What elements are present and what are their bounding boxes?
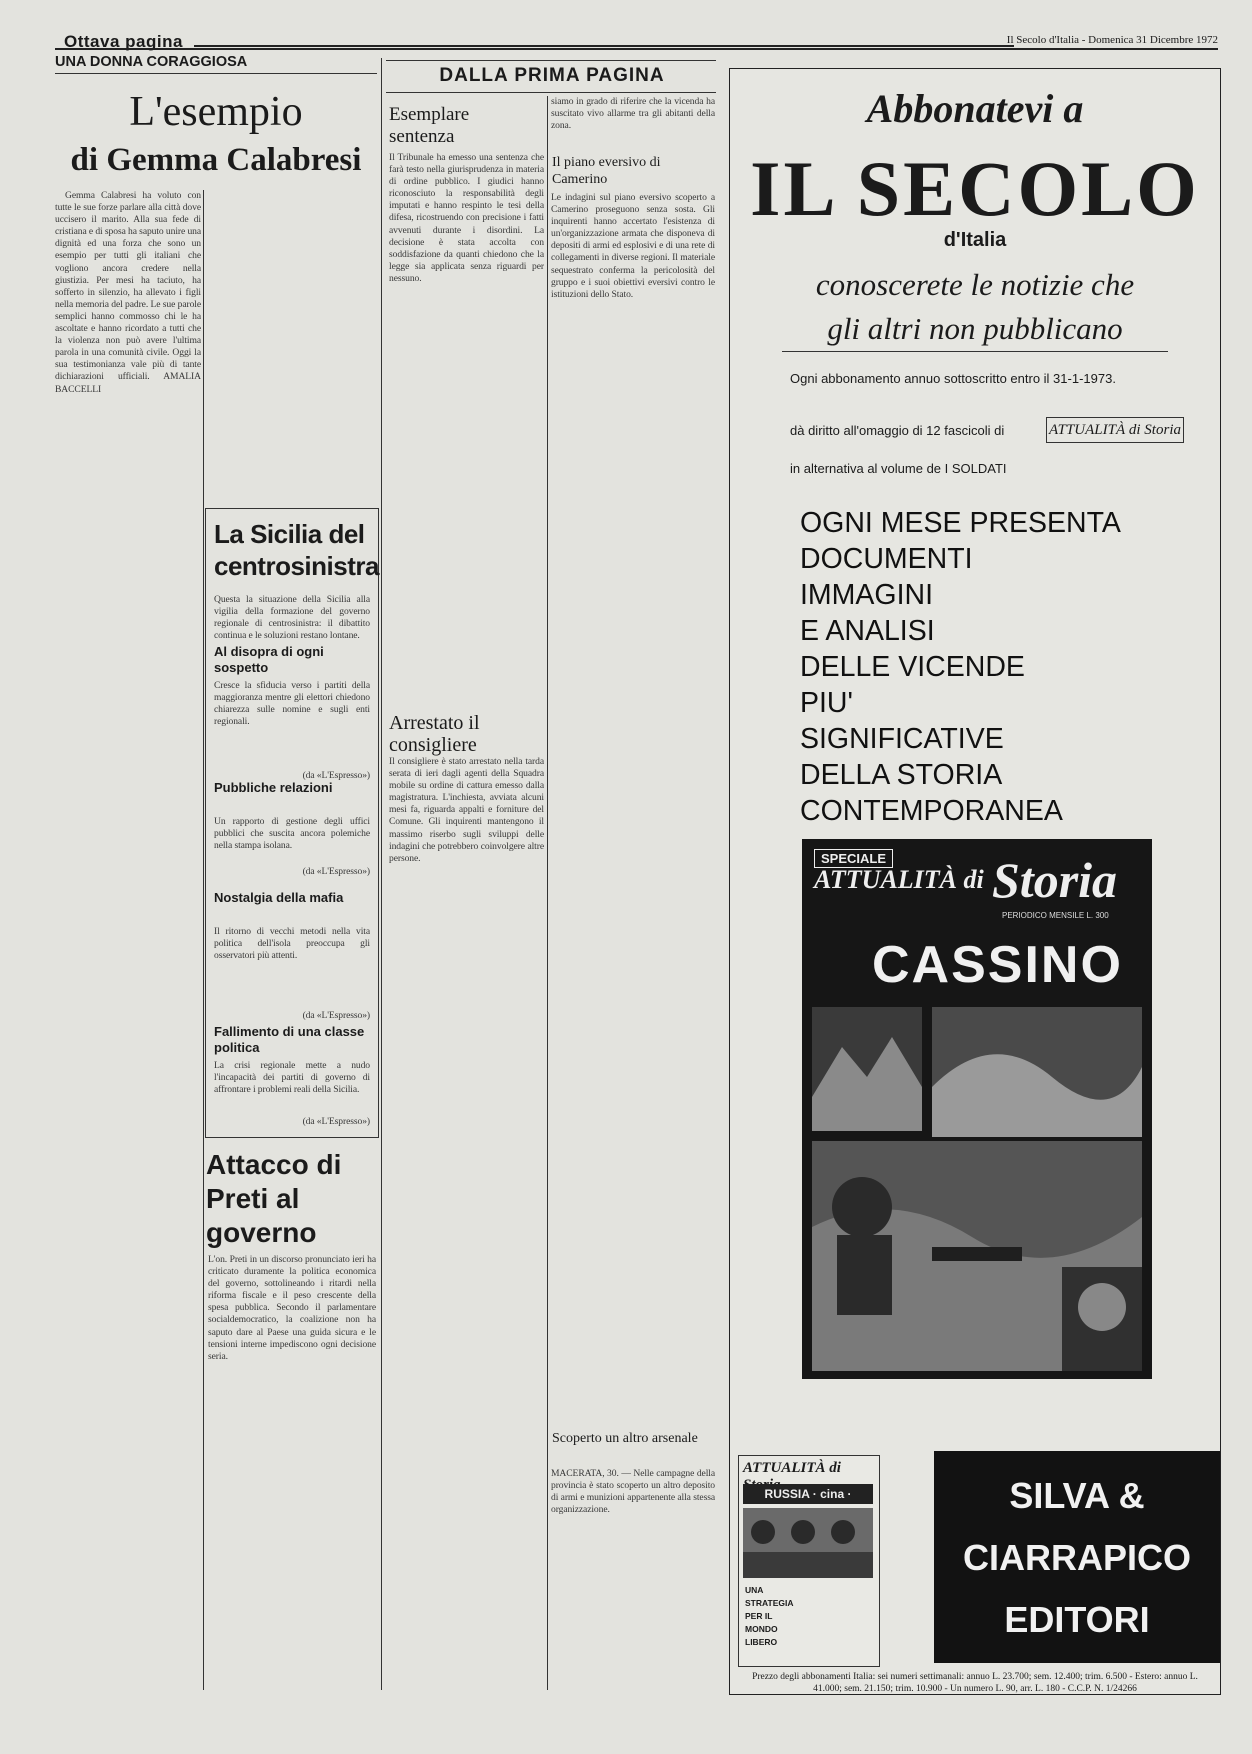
article-title-second-line: di Gemma Calabresi	[70, 142, 362, 178]
page-header	[38, 26, 1218, 51]
dalla-prima-pagina: DALLA PRIMA PAGINA	[439, 65, 665, 86]
sicilia-subhead-4-body: La crisi regionale mette a nudo l'incapacità dei partiti di governo di affrontare i problemi reali della Sicilia.	[214, 1060, 370, 1096]
ad-offer-line-1: Ogni abbonamento annuo sottoscritto entro il 31-1-1973.	[790, 371, 1116, 386]
cover-subject: CASSINO	[872, 936, 1123, 994]
section-rule	[386, 92, 716, 93]
cover-periodico: PERIODICO MENSILE L. 300	[1002, 911, 1109, 920]
preti-heading: Attacco di Preti al governo	[206, 1149, 342, 1248]
small-cover-photos	[743, 1508, 873, 1578]
article-kicker: UNA DONNA CORAGGIOSA	[55, 54, 248, 70]
monthly-line: DOCUMENTI	[800, 543, 973, 575]
magazine-cover	[802, 839, 1152, 1379]
sicilia-subhead-1: Al disopra di ogni sospetto	[214, 644, 324, 675]
paper-date: Il Secolo d'Italia - Domenica 31 Dicembre 1972	[1006, 34, 1218, 46]
sentenza-heading: Esemplare sentenza	[389, 104, 470, 147]
publisher-line-3: EDITORI	[1004, 1599, 1150, 1640]
ad-offer-line-3: in alternativa al volume de I SOLDATI	[790, 461, 1007, 476]
arrestato-heading: Arrestato il consigliere	[389, 712, 480, 756]
ad-headline: Abbonatevi a	[866, 86, 1084, 131]
ad-tagline-line-2: gli altri non pubblicano	[827, 311, 1123, 346]
cover-title-script: Storia	[992, 852, 1118, 908]
small-cover-title: ATTUALITÀ di	[743, 1460, 841, 1476]
ad-tagline-line-1: conoscerete le notizie che	[815, 267, 1135, 302]
monthly-line: OGNI MESE PRESENTA	[800, 507, 1121, 539]
calabresi-article-continuation	[208, 190, 376, 502]
ad-paper-subtitle: d'Italia	[943, 229, 1007, 251]
monthly-line: DELLE VICENDE	[800, 651, 1025, 683]
monthly-line: E ANALISI	[800, 615, 935, 647]
sicilia-source-4: (da «L'Espresso»)	[302, 1116, 370, 1127]
sicilia-source-2: (da «L'Espresso»)	[302, 866, 370, 877]
monthly-line: IMMAGINI	[800, 579, 933, 611]
camerino-heading: Il piano eversivo di Camerino	[552, 155, 661, 187]
calabresi-article-body	[55, 190, 201, 1686]
sicilia-subhead-3: Nostalgia della mafia	[214, 890, 344, 905]
sicilia-subhead-3-body: Il ritorno di vecchi metodi nella vita politica dell'isola preoccupa gli osservatori più attenti.	[214, 926, 370, 962]
attualita-logo: ATTUALITÀ di Storia	[1046, 417, 1184, 443]
section-label: Ottava pagina	[64, 32, 183, 51]
preti-article-body: L'on. Preti in un discorso pronunciato ieri ha criticato duramente la politica economica del governo, sottolineando i ritardi nella riforma fiscale e il peso crescente della spesa pubblica. Secondo il parlamentare socialdemocratico, la coalizione non ha saputo dare al Paese una guida sicura e le tensioni interne impediscono ogni decisione seria.	[208, 1254, 376, 1362]
sicilia-subhead-1-body: Cresce la sfiducia verso i partiti della maggioranza mentre gli elettori chiedono chiarezza sulle nomine e sugli enti regionali.	[214, 680, 370, 728]
sicilia-subhead-4: Fallimento di una classe politica	[214, 1024, 365, 1055]
sicilia-heading: La Sicilia del centrosinistra	[214, 519, 379, 581]
cover-badge: SPECIALE	[814, 849, 893, 868]
ad-divider	[782, 351, 1168, 352]
header-rule	[194, 45, 1014, 47]
top-rule	[55, 48, 1218, 50]
small-magazine-cover	[738, 1455, 880, 1667]
camerino-body: Le indagini sul piano eversivo scoperto a Camerino proseguono senza sosta. Gli inquirenti hanno accertato l'esistenza di un'organizzazione armata che disponeva di depositi di armi ed esplosivi e di una rete di collegamenti in diverse regioni. Il materiale sequestrato conferma la pericolosità del gruppo e i suoi obiettivi eversivi contro le istituzioni dello Stato.	[551, 192, 715, 300]
monthly-line: PIU'	[800, 687, 853, 719]
subscription-prices: Prezzo degli abbonamenti Italia: sei numeri settimanali: annuo L. 23.700; sem. 12.400; trim. 6.500 - Estero: annuo L. 41.000; sem. 21.150; trim. 10.900 - Un numero L. 90, arr. L. 180 - C.C.P. N. 1/24266	[752, 1672, 1198, 1694]
calabresi-paragraph: Gemma Calabresi ha voluto con tutte le sue forze parlare alla città dove uccisero il marito. Alla sua fede di cristiana e di sposa ha saputo unire una dignità ed una forza che sono un esempio per tutti gli italiani che vogliono ancora credere nella giustizia. Per mesi ha taciuto, ha sofferto in silenzio, ha allevato i figli nella memoria del padre. Le sue parole semplici hanno commosso chi le ha ascoltate e hanno ricordato a tutti che la violenza non può avere l'ultima parola in una comunità civile. Oggi la sua testimonianza vale più di tante dichiarazioni ufficiali. AMALIA BACCELLI	[55, 190, 201, 395]
ad-monthly-list	[800, 505, 1200, 829]
small-cover-text: UNA STRATEGIA PER IL MONDO LIBERO	[745, 1585, 794, 1647]
ad-paper-name: IL SECOLO	[750, 145, 1200, 232]
sicilia-subhead-2-body: Un rapporto di gestione degli uffici pubblici che suscita ancora polemiche nella stampa isolana.	[214, 816, 370, 852]
arrestato-body: Il consigliere è stato arrestato nella tarda serata di ieri dagli agenti della Squadra mobile su ordine di cattura emesso dalla magistratura. L'inchiesta, avviata alcuni mesi fa, riguarda appalti e forniture del Comune. Gli inquirenti mantengono il massimo riserbo sugli sviluppi delle indagini che potrebbero coinvolgere altre persone.	[389, 756, 544, 864]
continuation-text: siamo in grado di riferire che la vicenda ha suscitato vivo allarme tra gli abitanti della zona.	[551, 96, 715, 132]
cover-photo-collage	[812, 1007, 1142, 1371]
article-title: L'esempio	[129, 89, 303, 135]
kicker-rule	[55, 73, 377, 74]
monthly-line: CONTEMPORANEA	[800, 795, 1063, 827]
column-rule	[203, 190, 204, 1690]
section-rule	[386, 60, 716, 61]
ad-tagline	[750, 263, 1200, 351]
subscription-advertisement	[729, 68, 1221, 1695]
publisher-line-2: CIARRAPICO	[962, 1537, 1191, 1578]
sicilia-source-1: (da «L'Espresso»)	[302, 770, 370, 781]
publisher-block	[934, 1451, 1220, 1663]
small-cover-band: RUSSIA · cina ·	[743, 1484, 873, 1504]
monthly-line: DELLA STORIA	[800, 759, 1003, 791]
monthly-line: SIGNIFICATIVE	[800, 723, 1004, 755]
sicilia-subhead-2: Pubbliche relazioni	[214, 780, 333, 795]
cover-title: ATTUALITÀ di	[814, 865, 984, 894]
column-rule	[381, 58, 382, 1690]
arsenale-body: MACERATA, 30. — Nelle campagne della provincia è stato scoperto un altro deposito di armi e munizioni appartenente alla stessa organizzazione.	[551, 1468, 715, 1516]
sentenza-body: Il Tribunale ha emesso una sentenza che farà testo nella giurisprudenza in materia di ordine pubblico. I giudici hanno riconosciuto la responsabilità degli imputati e hanno respinto le tesi della difesa, ricostruendo con precisione i fatti avvenuti durante i disordini. La decisione è stata accolta con soddisfazione da quanti chiedono che la legge sia applicata senza riguardi per nessuno.	[389, 152, 544, 284]
publisher-line-1: SILVA &	[1009, 1475, 1145, 1516]
ad-offer-line-2: dà diritto all'omaggio di 12 fascicoli di	[790, 423, 1005, 438]
arsenale-heading: Scoperto un altro arsenale	[552, 1431, 698, 1446]
sicilia-intro: Questa la situazione della Sicilia alla vigilia della formazione del governo regionale di centrosinistra: il dibattito continua e le soluzioni restano lontane.	[214, 594, 370, 640]
sicilia-source-3: (da «L'Espresso»)	[302, 1010, 370, 1021]
column-rule	[547, 96, 548, 1690]
